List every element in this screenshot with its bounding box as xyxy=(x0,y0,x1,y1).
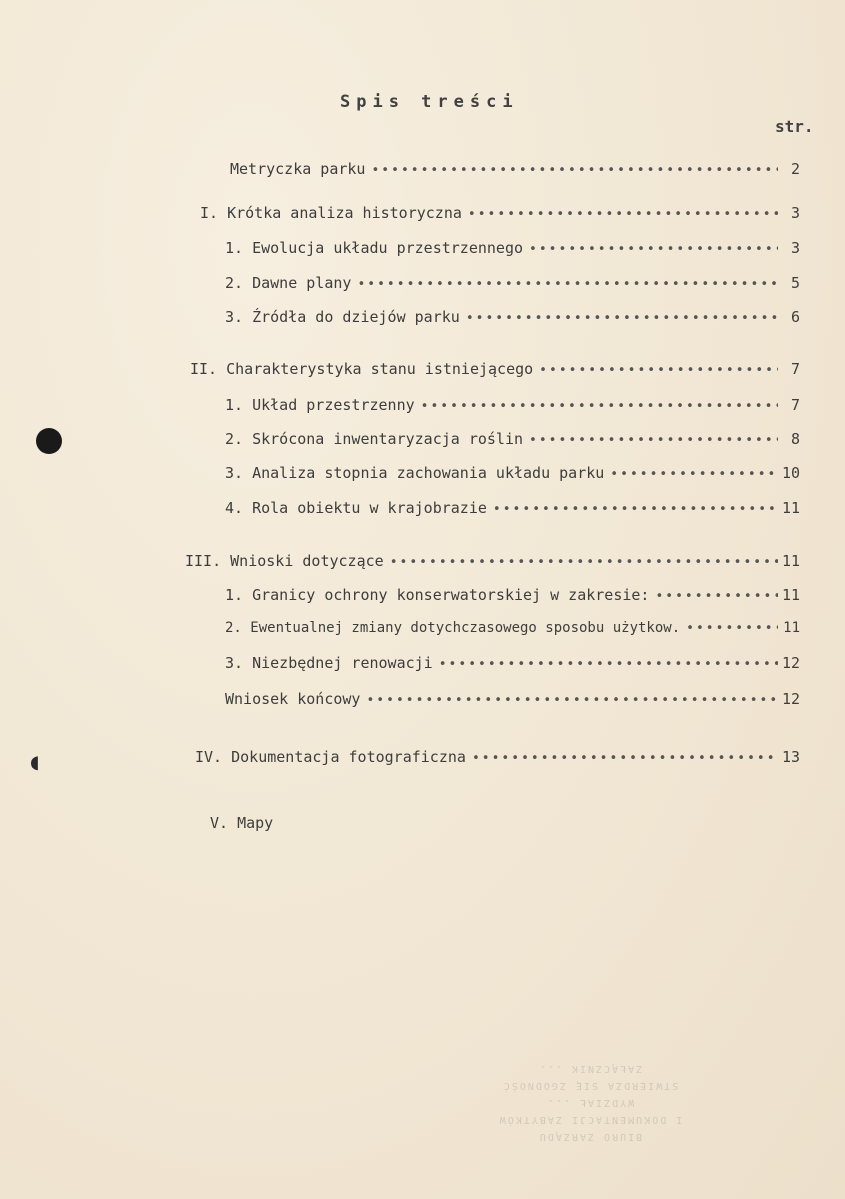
stamp-line: I DOKUMENTACJI ZABYTKÓW xyxy=(497,1114,683,1125)
stamp-line: WYDZIAŁ ... xyxy=(545,1097,635,1108)
toc-entry-page: 12 xyxy=(781,654,800,672)
toc-entry-page: 6 xyxy=(790,308,800,326)
toc-entry-label: III. Wnioski dotyczące xyxy=(185,552,384,570)
toc-entry-page: 3 xyxy=(790,239,800,257)
stamp-line: STWIERDZA SIĘ ZGODNOŚĆ xyxy=(501,1080,679,1091)
toc-entry-label: 2. Dawne plany xyxy=(225,274,352,292)
document-title: Spis treści xyxy=(340,92,519,112)
toc-entry xyxy=(225,620,800,636)
toc-entry-label: Wniosek końcowy xyxy=(225,690,361,708)
stamp-line: BIURO ZARZĄDU xyxy=(537,1131,643,1142)
toc-entry xyxy=(225,274,800,292)
toc-entry xyxy=(230,160,800,178)
leader-dots xyxy=(655,589,777,604)
toc-entry-label: 2. Ewentualnej zmiany dotychczasowego sposobu użytkow. xyxy=(225,620,681,636)
toc-entry-page: 13 xyxy=(781,748,800,766)
toc-entry xyxy=(225,499,800,517)
toc-entry xyxy=(225,654,800,672)
toc-entry-page: 11 xyxy=(781,586,800,604)
toc-entry xyxy=(225,464,800,482)
toc-entry-label: 1. Granicy ochrony konserwatorskiej w zakresie: xyxy=(225,586,650,604)
leader-dots xyxy=(366,693,777,708)
toc-entry-label: 3. Analiza stopnia zachowania układu parku xyxy=(225,464,605,482)
toc-entry-page: 5 xyxy=(790,274,800,292)
toc-entry-page: 7 xyxy=(790,360,800,378)
toc-entry xyxy=(225,308,800,326)
toc-entry-page: 3 xyxy=(790,204,800,222)
toc-entry-label: 3. Niezbędnej renowacji xyxy=(225,654,433,672)
leader-dots xyxy=(468,207,778,222)
toc-entry-label: II. Charakterystyka stanu istniejącego xyxy=(190,360,534,378)
leader-dots xyxy=(357,277,778,292)
toc-entry-page: 10 xyxy=(781,464,800,482)
leader-dots xyxy=(390,555,778,570)
leader-dots xyxy=(610,467,778,482)
leader-dots xyxy=(529,242,778,257)
toc-entry-label: IV. Dokumentacja fotograficzna xyxy=(195,748,466,766)
toc-entry-label: 2. Skrócona inwentaryzacja roślin xyxy=(225,430,524,448)
leader-dots xyxy=(472,751,778,766)
toc-entry-label: 3. Źródła do dziejów parku xyxy=(225,308,460,326)
toc-entry-page: 11 xyxy=(781,552,800,570)
toc-entry-page: 11 xyxy=(781,499,800,517)
toc-entry-label: Metryczka parku xyxy=(230,160,366,178)
toc-section xyxy=(190,360,800,378)
toc-entry-page: 11 xyxy=(783,620,800,636)
toc-entry xyxy=(225,690,800,708)
toc-entry-label: I. Krótka analiza historyczna xyxy=(200,204,462,222)
toc-entry-label: 4. Rola obiektu w krajobrazie xyxy=(225,499,487,517)
toc-entry-label: 1. Układ przestrzenny xyxy=(225,396,415,414)
leader-dots xyxy=(439,657,778,672)
stamp-line: ZAŁĄCZNIK ... xyxy=(537,1063,643,1074)
toc-entry xyxy=(225,430,800,448)
leader-dots xyxy=(371,163,778,178)
toc-section xyxy=(185,552,800,570)
leader-dots xyxy=(539,363,778,378)
toc-section xyxy=(200,204,800,222)
toc-section xyxy=(195,748,800,766)
toc-entry-page: 12 xyxy=(781,690,800,708)
page-column-label: str. xyxy=(775,117,814,136)
leader-dots xyxy=(493,502,778,517)
leader-dots xyxy=(466,311,778,326)
toc-entry-page: 8 xyxy=(790,430,800,448)
toc-entry-label: 1. Ewolucja układu przestrzennego xyxy=(225,239,524,257)
toc-entry xyxy=(225,586,800,604)
leader-dots xyxy=(529,433,778,448)
toc-entry-page: 7 xyxy=(790,396,800,414)
toc-entry xyxy=(225,239,800,257)
punch-hole-mark-icon: ◖ xyxy=(30,752,40,773)
leader-dots xyxy=(421,399,778,414)
toc-section-maps: V. Mapy xyxy=(210,814,274,832)
toc-entry-page: 2 xyxy=(790,160,800,178)
leader-dots xyxy=(686,621,778,636)
punch-hole xyxy=(36,428,62,454)
toc-entry xyxy=(225,396,800,414)
faded-stamp xyxy=(470,1035,710,1145)
